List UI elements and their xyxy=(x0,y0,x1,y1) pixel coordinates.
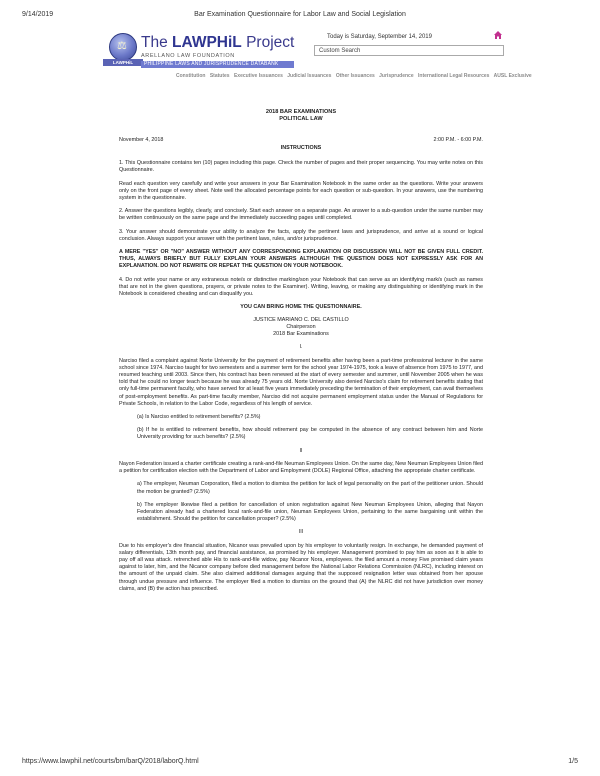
exam-date: November 4, 2018 xyxy=(119,137,164,143)
question-text: Nayon Federation issued a charter certificate creating a rank-and-file Neuman Employees Union. On the same day, New Neuman Employees Union filed a petition for certification election with the Department of Labor and Employment (DOLE) Regional Office, attaching the appropriate charter certificate. xyxy=(119,460,483,475)
instruction-paragraph: 1. This Questionnaire contains ten (10) pages including this page. Check the number of pages and their proper sequencing. You may write notes on this Questionnaire. xyxy=(119,160,483,174)
signatory-name: JUSTICE MARIANO C. DEL CASTILLO xyxy=(253,317,349,324)
signature-block xyxy=(119,317,483,338)
brand-bar: PHILIPPINE LAWS AND JURISPRUDENCE DATABANK xyxy=(141,61,294,68)
sub-question: (a) Is Narciso entitled to retirement benefits? (2.5%) xyxy=(137,414,261,421)
instruction-warning: A MERE "YES" OR "NO" ANSWER WITHOUT ANY CORRESPONDING EXPLANATION OR DISCUSSION WILL NOT BE GIVEN FULL CREDIT. THUS, ALWAYS BRIEFLY BUT FULLY EXPLAIN YOUR ANSWERS ALTHOUGH THE QUESTION DOES NOT EXPRESSLY ASK FOR AN EXPLANATION. DO NOT REWRITE OR REPEAT THE QUESTION ON YOUR NOTEBOOK. xyxy=(119,249,483,270)
nav-item-executive-issuances[interactable]: Executive Issuances xyxy=(233,73,283,79)
main-nav xyxy=(176,73,535,79)
brand-subtitle: ARELLANO LAW FOUNDATION xyxy=(141,53,235,59)
question-number: III xyxy=(298,529,304,536)
print-date: 9/14/2019 xyxy=(22,11,54,18)
exam-dateline xyxy=(119,137,483,145)
exam-time: 2:00 P.M. - 6:00 P.M. xyxy=(433,137,483,143)
today-date: Today is Saturday, September 14, 2019 xyxy=(327,34,432,40)
search-input[interactable]: Custom Search xyxy=(314,45,504,56)
print-footer xyxy=(22,758,578,768)
instruction-paragraph: 2. Answer the questions legibly, clearly, and concisely. Start each answer on a separate page. An answer to a sub-question under the same number may be written continuously on the same page and the immediately succeeding pages until completed. xyxy=(119,208,483,222)
question-number: II xyxy=(299,447,303,454)
instruction-paragraph: 4. Do not write your name or any extraneous note/s or distinctive marking/son your Notebook that can serve as an identifying mark/s (such as names that are not in the given questions, prayers, or private notes to the Examiner). Writing, leaving, or making any distinguishing or identifying mark in the Notebook is considered cheating and can disqualify you. xyxy=(119,276,483,298)
exam-title-line2: POLITICAL LAW xyxy=(279,116,323,122)
brand-name: LAWPHiL xyxy=(172,34,242,51)
nav-item-other-issuances[interactable]: Other Issuances xyxy=(335,73,375,79)
print-url: https://www.lawphil.net/courts/bm/barQ/2018/laborQ.html xyxy=(22,758,199,765)
bring-home-notice: YOU CAN BRING HOME THE QUESTIONNAIRE. xyxy=(240,304,362,311)
lawphil-logo-icon[interactable]: ⚖ xyxy=(109,33,137,61)
nav-item-international-legal-resources[interactable]: International Legal Resources xyxy=(418,73,490,79)
instructions-heading: INSTRUCTIONS xyxy=(280,145,322,151)
question-text: Narciso filed a complaint against Norte University for the payment of retirement benefits after having been a part-time professional lecturer in the same school since 1974. Narciso taught for two semesters and a summer term for the school year 1974-1975, took a leave of absence from 1975 to 1977, and resumed teaching until 2003. Since then, his contract has been renewed at the start of every semester and summer, until November 2005 when he was told that he could no longer teach because he was already 75 years old. Norte University also denied Narciso's claim for retirement benefits stating that only full-time permanent faculty, who have served for at least five years immediately preceding the termination of their employment, can avail themselves of post-employment benefits. As part-time faculty member, Narciso did not acquire permanent employment status under the Manual of Regulations for Private Schools, in relation to the Labor Code, regardless of his length of service. xyxy=(119,357,483,407)
instruction-paragraph: 3. Your answer should demonstrate your ability to analyze the facts, apply the pertinent laws and jurisprudence, and arrive at a sound or logical conclusion. Always support your answer with the pertinent laws, rules, and/or jurisprudence. xyxy=(119,228,483,242)
nav-item-constitution[interactable]: Constitution xyxy=(176,73,206,79)
print-page-number: 1/5 xyxy=(568,758,578,765)
brand-title[interactable] xyxy=(141,34,294,52)
print-header xyxy=(22,11,578,21)
question-number: I. xyxy=(299,344,303,351)
signatory-body: 2018 Bar Examinations xyxy=(273,331,329,338)
home-icon[interactable] xyxy=(493,30,503,40)
sub-question: b) The employer likewise filed a petition for cancellation of union registration against New Neuman Employees Union, alleging that Nayon Federation already had a chartered local rank-and-file union, Neuman Employees Union, pertaining to the same bargaining unit within the establishment. Should the petition for cancellation prosper? (2.5%) xyxy=(137,501,483,523)
instruction-paragraph: Read each question very carefully and write your answers in your Bar Examination Notebook in the same order as the questions. Write your answers only on the front page of every sheet. Note well the allocated percentage points for each question or sub-question. In your answers, use the numbering system in the questionnaire. xyxy=(119,180,483,202)
question-text: Due to his employer's dire financial situation, Nicanor was prevailed upon by his employer to voluntarily resign. In exchange, he demanded payment of salary differentials, 13th month pay, and financial assistance, as promised by his employer. Management promised to pay him as soon as it is able to pay off all was attack. retrenched able His to rank-and-file widow, pay Nicanor Nora, employees. the filed amount a money Five promised claim years against to later, him, and the Nicanor company before died management before the National Labor Relations Commission (NLRC), including interest on the amount of the unpaid claim. She also claimed additional damages arguing that the supposed resignation letter was obtained from her spouse through undue pressure and influence. The employer filed a motion to dismiss on the ground that (A) the NLRC did not have jurisdiction over money claims, and (B) the action has prescribed. xyxy=(119,542,483,592)
brand-the: The xyxy=(141,34,173,51)
sub-question: (b) If he is entitled to retirement benefits, how should retirement pay be computed in the absence of any contract between him and Norte University providing for such benefits? (2.5%) xyxy=(137,427,483,441)
exam-content xyxy=(119,109,483,599)
signatory-title: Chairperson xyxy=(286,324,316,331)
nav-item-ausl-exclusive[interactable]: AUSL Exclusive xyxy=(493,73,532,79)
exam-title xyxy=(119,109,483,123)
brand-project: Project xyxy=(241,34,295,51)
nav-item-statutes[interactable]: Statutes xyxy=(209,73,230,79)
exam-title-line1: 2018 BAR EXAMINATIONS xyxy=(265,109,337,115)
nav-item-judicial-issuances[interactable]: Judicial Issuances xyxy=(287,73,332,79)
sub-question: a) The employer, Neuman Corporation, filed a motion to dismiss the petition for lack of legal personality on the part of the petitioner union. Should the motion be granted? (2.5%) xyxy=(137,481,483,495)
nav-item-jurisprudence[interactable]: Jurisprudence xyxy=(379,73,414,79)
print-title: Bar Examination Questionnaire for Labor Law and Social Legislation xyxy=(194,11,406,18)
logo-banner: LAWPHiL xyxy=(103,59,143,66)
